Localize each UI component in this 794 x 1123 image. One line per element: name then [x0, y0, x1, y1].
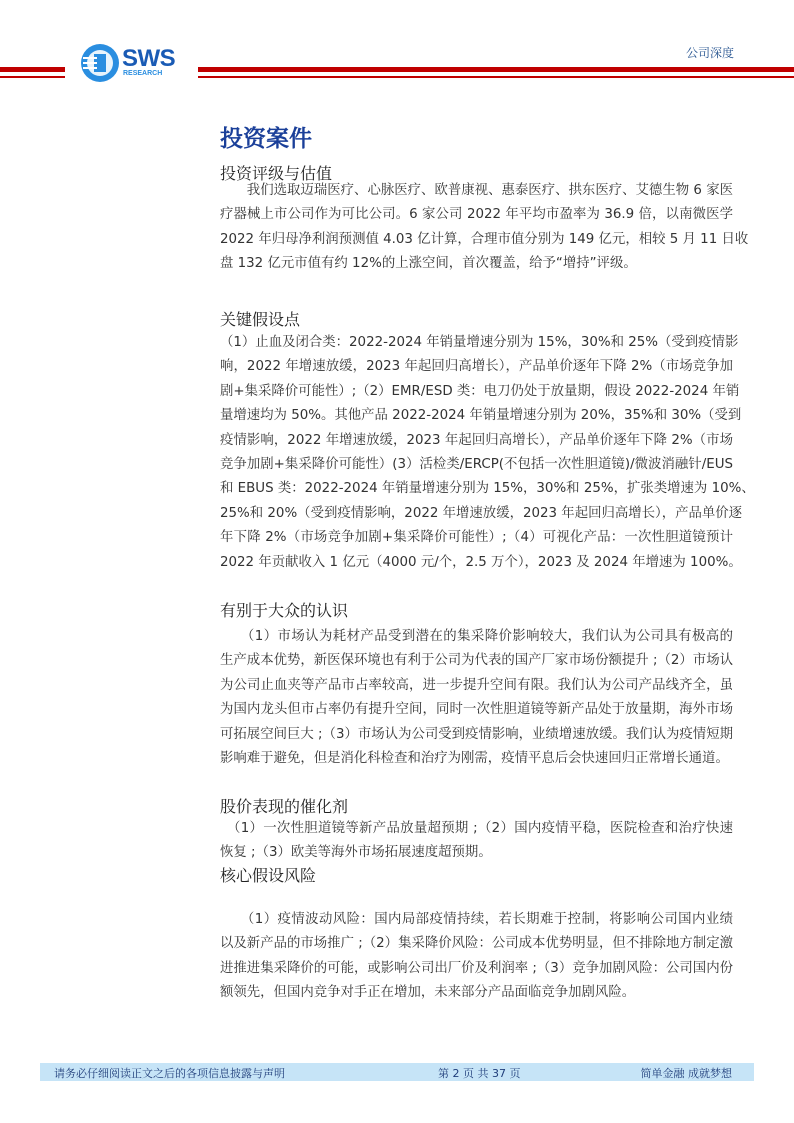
section-body — [220, 625, 733, 771]
text-line: 影响难于避免，但是消化科检查和治疗为刚需，疫情平息后会快速回归正常增长通道。 — [220, 751, 729, 767]
text-line: （1）疫情波动风险：国内局部疫情持续，若长期难于控制，将影响公司国内业绩 — [220, 912, 733, 927]
text-line: 恢复 ;（3）欧美等海外市场拓展速度超预期。 — [220, 845, 492, 861]
text-line: （1）市场认为耗材产品受到潜在的集采降价影响较大，我们认为公司具有极高的 — [220, 629, 733, 644]
section-body — [220, 331, 755, 575]
text-line: （1）一次性胆道镜等新产品放量超预期 ;（2）国内疫情平稳，医院检查和治疗快速 — [220, 821, 733, 836]
text-line: 年下降 2%（市场竞争加剧+集采降价可能性）;（4）可视化产品：一次性胆道镜预计 — [220, 530, 733, 546]
text-line: 可拓展空间巨大 ;（3）市场认为公司受到疫情影响，业绩增速放缓。我们认为疫情短期 — [220, 726, 733, 742]
footer-slogan: 简单金融 成就梦想 — [640, 1067, 732, 1080]
text-line: 盘 132 亿元市值有约 12%的上涨空间，首次覆盖，给予“增持”评级。 — [220, 256, 637, 272]
text-line: 竞争加剧+集采降价可能性）(3）活检类/ERCP(不包括一次性胆道镜)/微波消融针/EUS — [220, 457, 733, 473]
text-line: 以及新产品的市场推广 ;（2）集采降价风险：公司成本优势明显，但不排除地方制定激 — [220, 936, 733, 952]
section-heading: 投资评级与估值 — [220, 164, 333, 183]
logo-subtext: RESEARCH — [123, 70, 163, 77]
section-heading: 有别于大众的认识 — [220, 601, 349, 620]
text-line: 额领先，但国内竞争对手正在增加，未来部分产品面临竞争加剧风险。 — [220, 985, 636, 1001]
text-line: （1）止血及闭合类：2022-2024 年销量增速分别为 15%，30%和 25%（受到疫情影 — [220, 335, 739, 350]
section-heading: 股价表现的催化剂 — [220, 797, 349, 816]
page-footer — [40, 1063, 754, 1081]
section-body — [220, 817, 733, 866]
footer-disclaimer: 请务必仔细阅读正文之后的各项信息披露与声明 — [54, 1067, 285, 1080]
text-line: 疗器械上市公司作为可比公司。6 家公司 2022 年平均市盈率为 36.9 倍，以南微医学 — [220, 207, 733, 223]
text-line: 2022 年贡献收入 1 亿元（4000 元/个，2.5 万个），2023 及 2024 年增速为 100%。 — [220, 554, 742, 570]
header-rule-left-thin — [0, 76, 65, 78]
header-rule-left-thick — [0, 67, 65, 72]
text-line: 响，2022 年增速放缓，2023 年起回归高增长），产品单价逐年下降 2%（市场竞争加 — [220, 359, 733, 375]
text-line: 生产成本优势，新医保环境也有利于公司为代表的国产厂家市场份额提升 ;（2）市场认 — [220, 653, 733, 669]
text-line: 25%和 20%（受到疫情影响，2022 年增速放缓，2023 年起回归高增长），产品单价逐 — [220, 505, 743, 521]
sws-logo — [80, 43, 190, 83]
page-number: 第 2 页 共 37 页 — [438, 1067, 521, 1080]
section-body — [220, 908, 733, 1006]
header-rule-right-thick — [198, 67, 794, 72]
page-title: 投资案件 — [220, 126, 312, 152]
text-line: 和 EBUS 类：2022-2024 年销量增速分别为 15%，30%和 25%，扩张类增速为 10%、 — [220, 481, 755, 497]
section-heading: 关键假设点 — [220, 310, 301, 329]
header-rule-right-thin — [198, 76, 794, 78]
text-line: 为公司止血夹等产品市占率较高，进一步提升空间有限。我们认为公司产品线齐全，虽 — [220, 677, 733, 693]
text-line: 量增速均为 50%。其他产品 2022-2024 年销量增速分别为 20%，35%和 30%（受到 — [220, 408, 742, 424]
text-line: 我们选取迈瑞医疗、心脉医疗、欧普康视、惠泰医疗、拱东医疗、艾德生物 6 家医 — [220, 183, 733, 198]
report-type: 公司深度 — [685, 46, 734, 60]
text-line: 剧+集采降价可能性）;（2）EMR/ESD 类：电刀仍处于放量期，假设 2022-2024 年销 — [220, 383, 740, 399]
sws-logo-icon — [80, 43, 120, 83]
text-line: 进推进集采降价的可能，或影响公司出厂价及利润率 ;（3）竞争加剧风险：公司国内份 — [220, 960, 733, 976]
text-line: 为国内龙头但市占率仍有提升空间，同时一次性胆道镜等新产品处于放量期，海外市场 — [220, 702, 733, 718]
section-heading: 核心假设风险 — [220, 866, 317, 885]
text-line: 2022 年归母净利润预测值 4.03 亿计算，合理市值分别为 149 亿元，相较 5 月 11 日收 — [220, 231, 749, 247]
section-body — [220, 179, 749, 277]
text-line: 疫情影响，2022 年增速放缓，2023 年起回归高增长），产品单价逐年下降 2%（市场 — [220, 432, 733, 448]
logo-text: SWS — [122, 45, 176, 72]
